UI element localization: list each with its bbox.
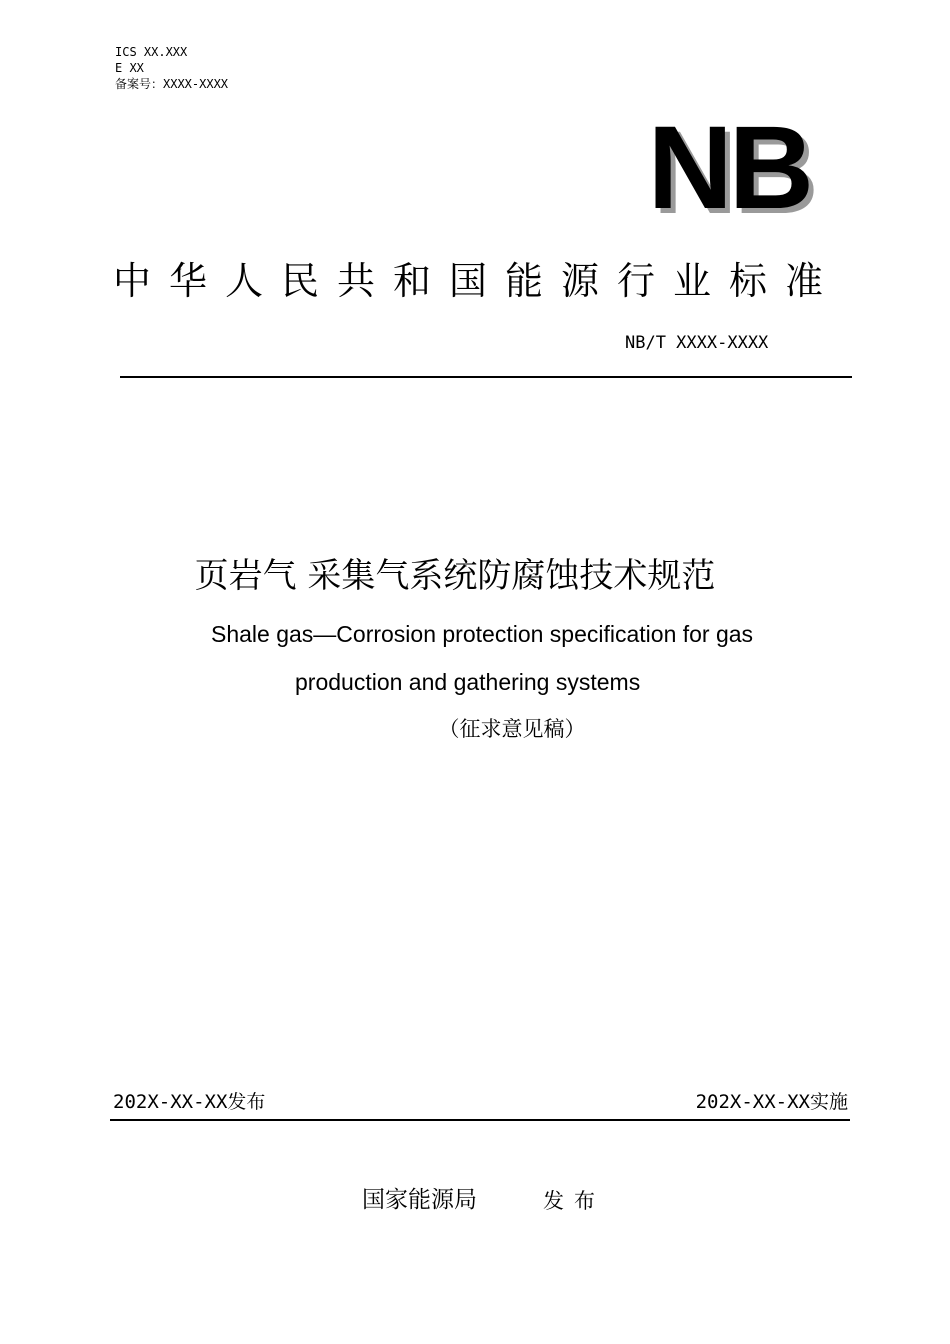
- chinese-title: 页岩气 采集气系统防腐蚀技术规范: [194, 556, 716, 596]
- filing-number: 备案号：XXXX-XXXX: [115, 77, 229, 91]
- implement-date: 202X-XX-XX实施: [695, 1091, 848, 1113]
- issue-label: 发布: [543, 1189, 605, 1213]
- publish-date: 202X-XX-XX发布: [113, 1091, 266, 1113]
- header-divider: [120, 376, 852, 378]
- draft-status: （征求意见稿）: [438, 717, 586, 741]
- footer-divider: [110, 1119, 850, 1121]
- classification-code: E XX: [115, 61, 144, 75]
- industry-standard-title: 中华人民共和国能源行业标准: [113, 259, 842, 303]
- english-title-line-1: Shale gas—Corrosion protection specification for gas: [211, 621, 754, 647]
- standard-number: NB/T XXXX-XXXX: [625, 333, 769, 353]
- nb-logo: NB: [647, 102, 810, 234]
- issuing-authority: 国家能源局: [362, 1187, 477, 1213]
- english-title-line-2: production and gathering systems: [295, 669, 641, 695]
- ics-code: ICS XX.XXX: [115, 45, 188, 59]
